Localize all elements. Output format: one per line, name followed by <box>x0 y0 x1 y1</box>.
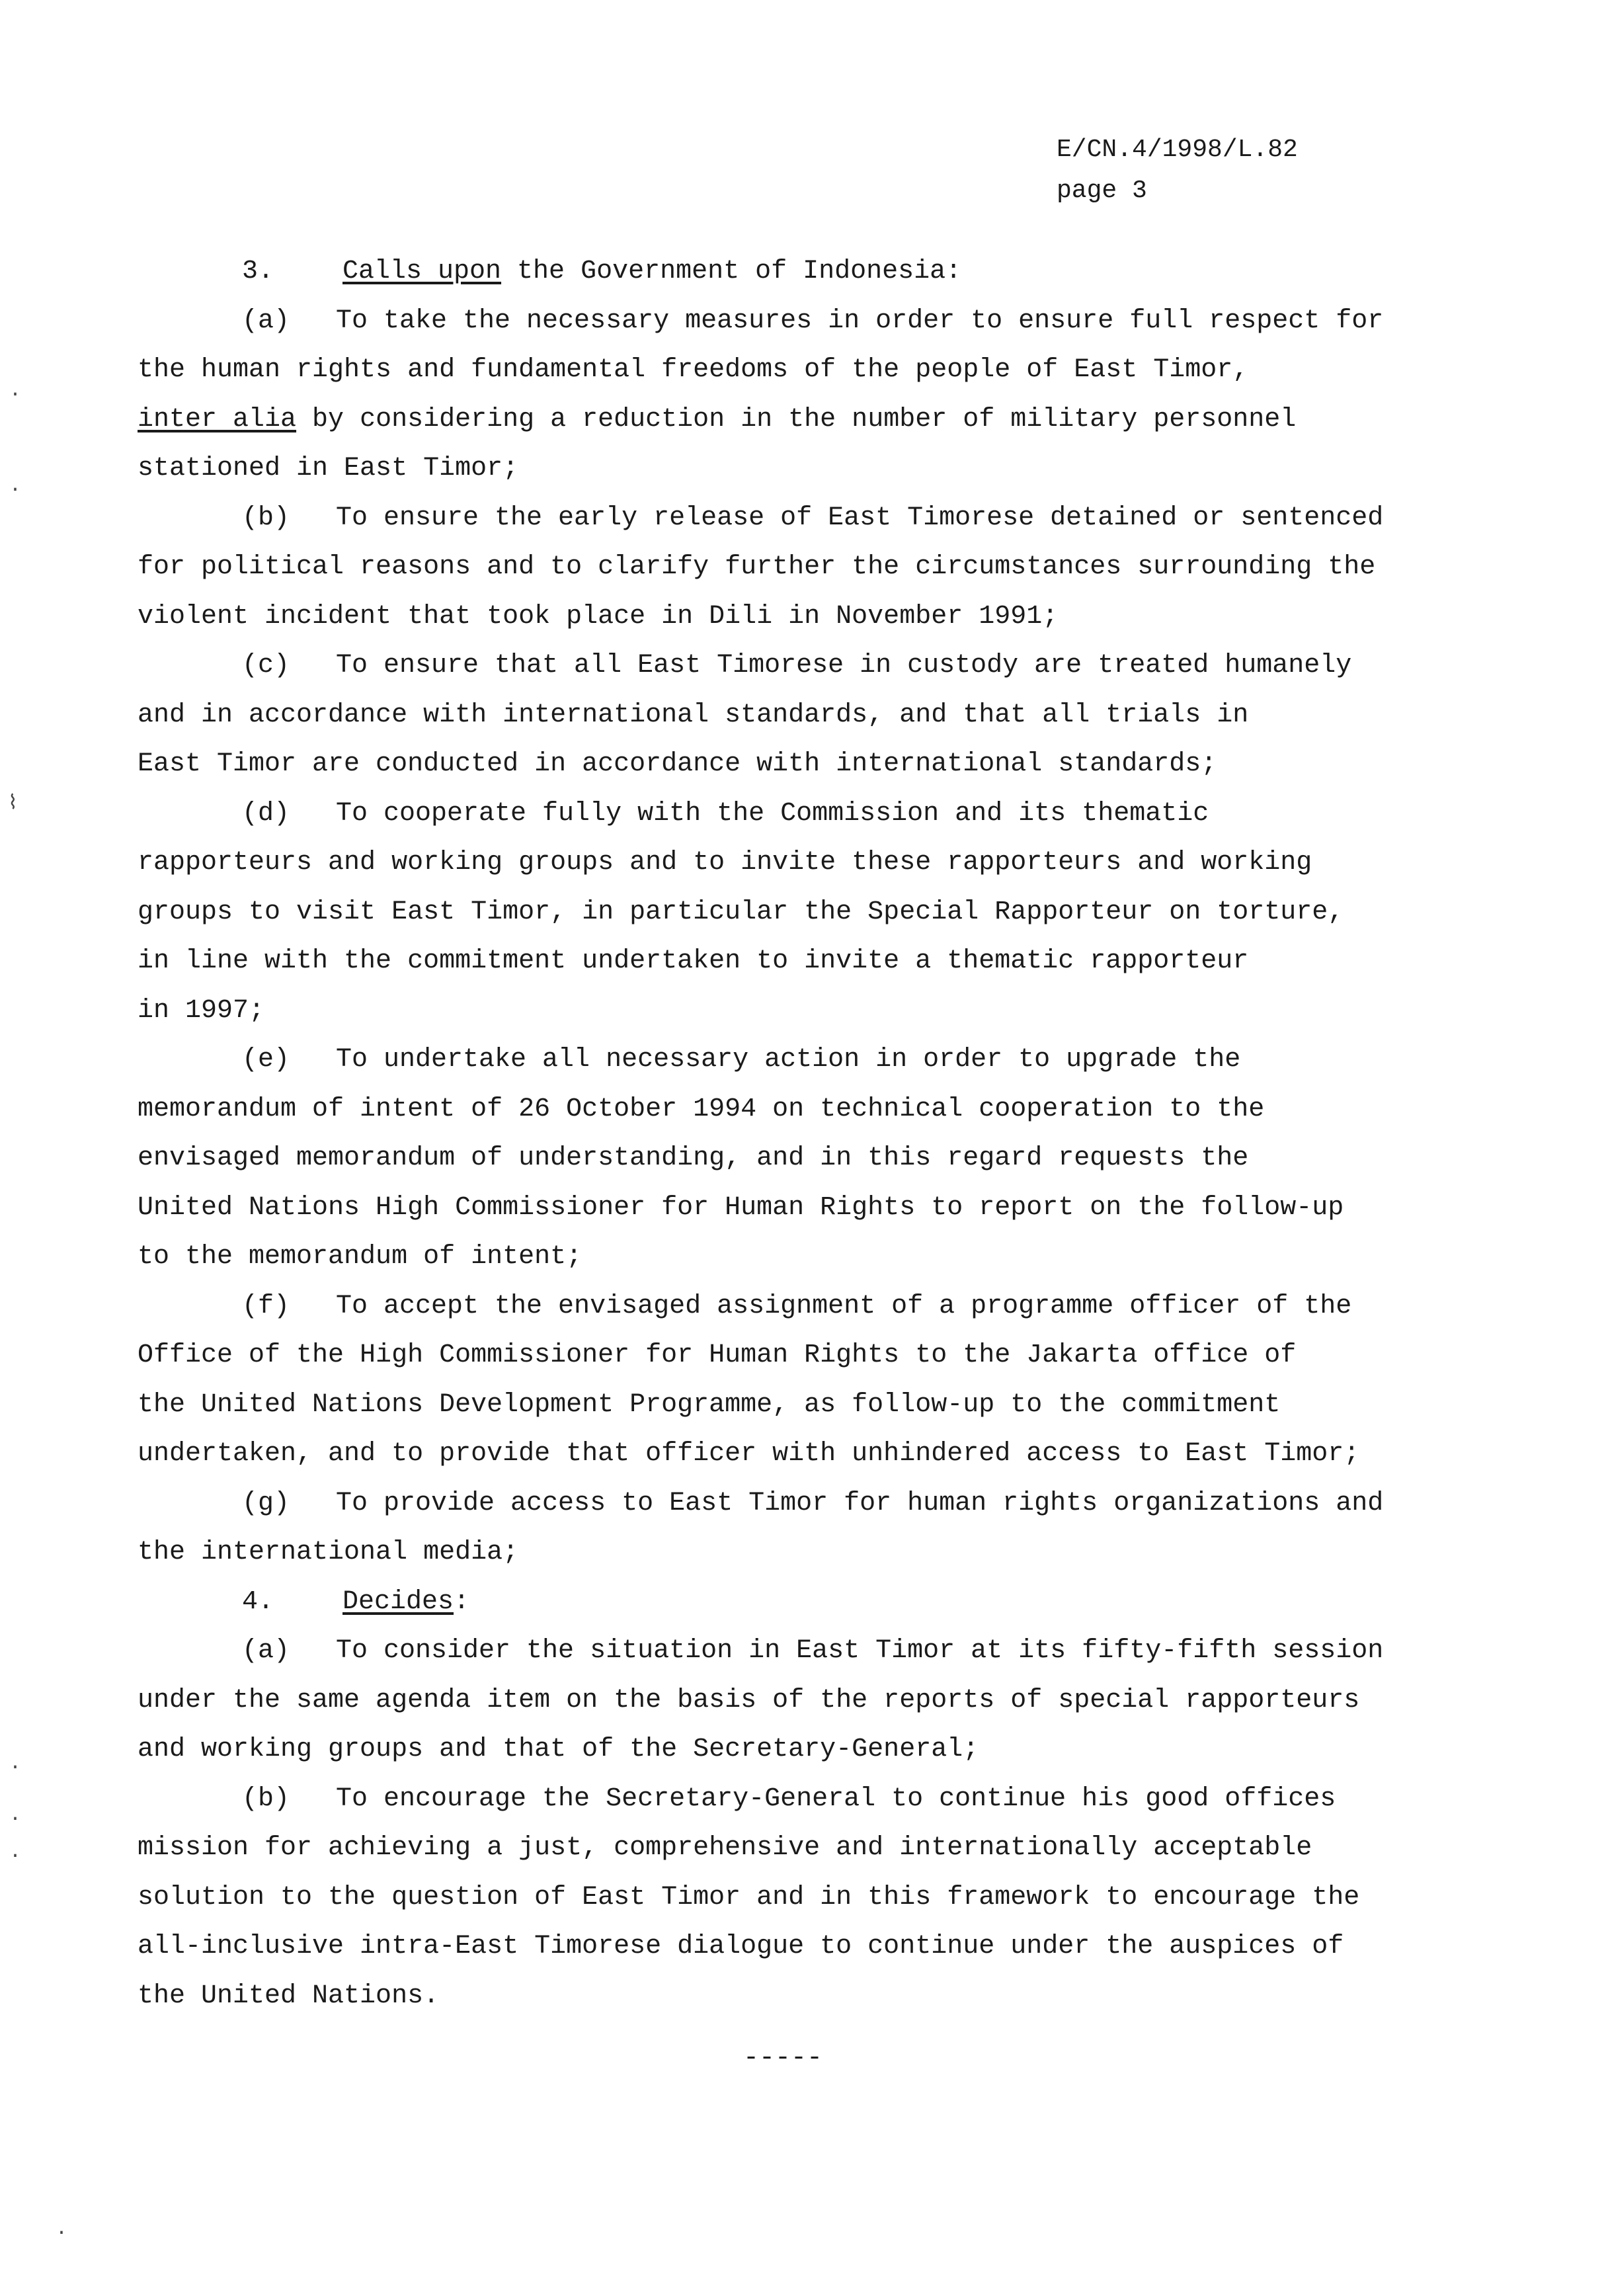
subparagraph-f-line: the United Nations Development Programme, as follow-up to the commitment <box>138 1389 1281 1420</box>
subparagraph-d-line <box>138 790 1467 839</box>
subparagraph-d-line: in line with the commitment undertaken to invite a thematic rapporteur <box>138 946 1249 976</box>
paragraph-text: To accept the envisaged assignment of a programme officer of the <box>336 1291 1352 1321</box>
subparagraph-c-line: and in accordance with international standards, and that all trials in <box>138 700 1249 730</box>
subparagraph-b-line: for political reasons and to clarify further the circumstances surrounding the <box>138 552 1376 582</box>
subparagraph-4b-line: the United Nations. <box>138 1981 440 2011</box>
subparagraph-e-line <box>138 1036 1467 1085</box>
paragraph-text: : <box>454 1586 470 1617</box>
paragraph-text: To undertake all necessary action in order to upgrade the <box>336 1045 1241 1075</box>
subparagraph-d-line: groups to visit East Timor, in particular the Special Rapporteur on torture, <box>138 897 1344 927</box>
subparagraph-f-line: Office of the High Commissioner for Human Rights to the Jakarta office of <box>138 1340 1297 1370</box>
page-number: page 3 <box>1057 177 1147 205</box>
page-header <box>1057 130 1298 212</box>
paragraph-text: To ensure the early release of East Timorese detained or sentenced <box>336 503 1384 533</box>
scan-speck: · <box>9 384 22 406</box>
paragraph-4-heading <box>138 1578 1467 1627</box>
subparagraph-4b-line: mission for achieving a just, comprehensive and internationally acceptable <box>138 1833 1312 1863</box>
subparagraph-a-line <box>138 395 1467 445</box>
subparagraph-label: (c) <box>242 651 290 680</box>
scan-speck: · <box>56 2222 68 2244</box>
subparagraph-e-line: memorandum of intent of 26 October 1994 on technical cooperation to the <box>138 1094 1265 1124</box>
subparagraph-4a-line: under the same agenda item on the basis of the reports of special rapporteurs <box>138 1685 1360 1715</box>
scan-speck: · <box>9 1808 22 1830</box>
latin-term: inter alia <box>138 404 297 434</box>
subparagraph-label: (b) <box>242 1784 290 1814</box>
paragraph-text: To ensure that all East Timorese in custody are treated humanely <box>336 651 1352 680</box>
operative-term: Decides <box>342 1586 454 1617</box>
subparagraph-4b-line: all-inclusive intra-East Timorese dialogue to continue under the auspices of <box>138 1932 1344 1961</box>
subparagraph-label: (d) <box>242 798 290 829</box>
subparagraph-c-line: East Timor are conducted in accordance with international standards; <box>138 749 1217 779</box>
paragraph-text: To take the necessary measures in order to ensure full respect for <box>336 306 1384 336</box>
subparagraph-4a-line <box>138 1627 1467 1676</box>
subparagraph-g-line: the international media; <box>138 1538 519 1567</box>
paragraph-text: To cooperate fully with the Commission and its thematic <box>336 798 1209 829</box>
subparagraph-b-line: violent incident that took place in Dili in November 1991; <box>138 601 1059 632</box>
subparagraph-e-line: envisaged memorandum of understanding, and in this regard requests the <box>138 1143 1249 1173</box>
scan-speck: · <box>9 1756 22 1779</box>
subparagraph-e-line: United Nations High Commissioner for Human Rights to report on the follow-up <box>138 1192 1344 1223</box>
subparagraph-f-line <box>138 1282 1467 1332</box>
scan-speck: ⌇ <box>8 793 18 815</box>
subparagraph-e-line: to the memorandum of intent; <box>138 1242 583 1272</box>
paragraph-number: 3. <box>242 257 274 286</box>
paragraph-text: the Government of Indonesia: <box>501 257 962 286</box>
subparagraph-b-line <box>138 494 1467 544</box>
document-body <box>138 247 1467 2021</box>
subparagraph-label: (f) <box>242 1291 290 1321</box>
subparagraph-a-line <box>138 297 1467 347</box>
operative-term: Calls upon <box>342 257 502 286</box>
subparagraph-d-line: rapporteurs and working groups and to invite these rapporteurs and working <box>138 848 1312 878</box>
paragraph-text: To consider the situation in East Timor at its fifty-fifth session <box>336 1636 1384 1666</box>
subparagraph-label: (e) <box>242 1045 290 1075</box>
scan-speck: · <box>9 479 22 501</box>
subparagraph-label: (a) <box>242 306 290 336</box>
paragraph-text: To encourage the Secretary-General to continue his good offices <box>336 1784 1336 1814</box>
subparagraph-f-line: undertaken, and to provide that officer with unhindered access to East Timor; <box>138 1439 1360 1469</box>
subparagraph-4b-line <box>138 1775 1467 1824</box>
subparagraph-a-line: the human rights and fundamental freedoms of the people of East Timor, <box>138 355 1249 385</box>
paragraph-number: 4. <box>242 1586 274 1617</box>
subparagraph-label: (g) <box>242 1488 290 1518</box>
paragraph-3-heading <box>138 247 1467 297</box>
paragraph-text: by considering a reduction in the number of military personnel <box>296 404 1297 434</box>
subparagraph-d-line: in 1997; <box>138 995 265 1026</box>
subparagraph-4a-line: and working groups and that of the Secretary-General; <box>138 1735 979 1764</box>
subparagraph-label: (a) <box>242 1636 290 1666</box>
subparagraph-c-line <box>138 641 1467 691</box>
subparagraph-g-line <box>138 1479 1467 1529</box>
document-symbol: E/CN.4/1998/L.82 <box>1057 136 1298 164</box>
scan-speck: · <box>9 1845 22 1867</box>
paragraph-text: To provide access to East Timor for human rights organizations and <box>336 1488 1384 1518</box>
subparagraph-label: (b) <box>242 503 290 533</box>
end-of-document-mark: ----- <box>743 2043 823 2073</box>
subparagraph-a-line: stationed in East Timor; <box>138 454 519 483</box>
subparagraph-4b-line: solution to the question of East Timor and in this framework to encourage the <box>138 1882 1360 1912</box>
